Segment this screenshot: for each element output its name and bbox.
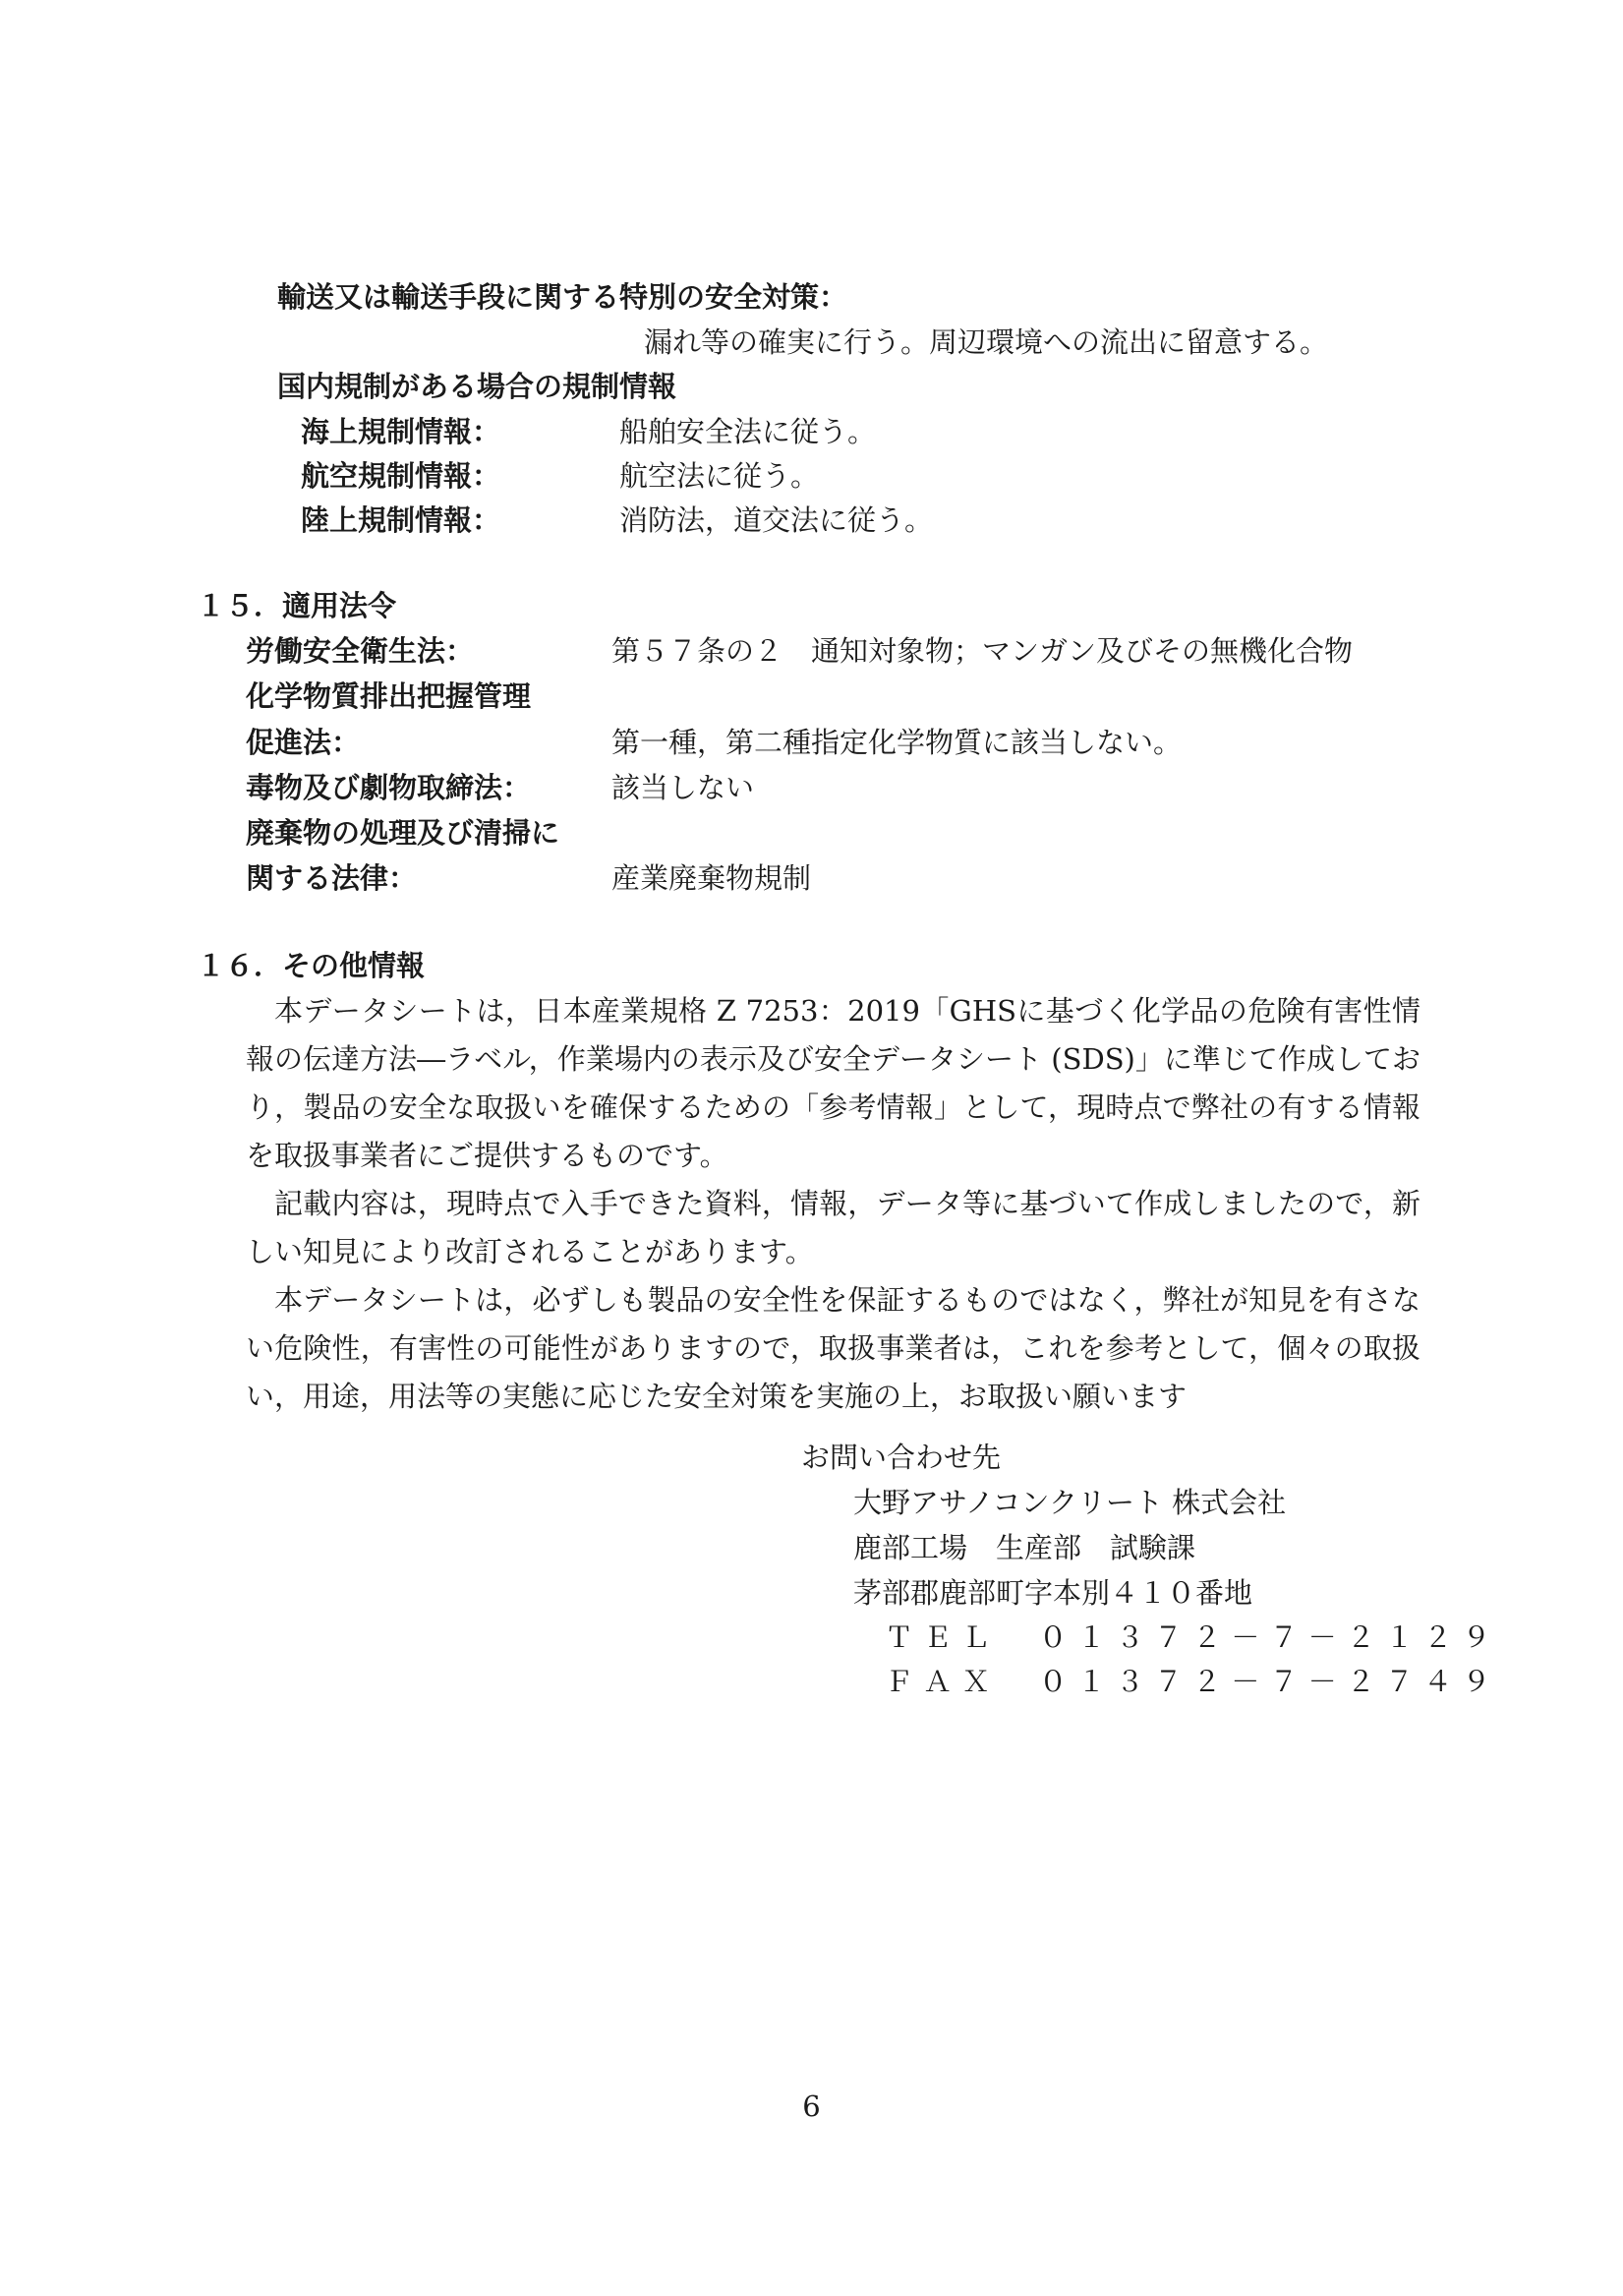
transport-heading: 輸送又は輸送手段に関する特別の安全対策：	[277, 280, 848, 314]
marine-regulation-label: 海上規制情報：	[301, 415, 501, 448]
law-value-occupational-safety: 第５７条の２ 通知対象物；マンガン及びその無機化合物	[611, 634, 1354, 668]
section16-heading: １６．その他情報	[197, 949, 426, 982]
section16-paragraph-2: 記載内容は，現時点で入手できた資料，情報，データ等に基づいて作成しましたので，新しい知見により改訂されることがあります。	[246, 1187, 1420, 1268]
law-label-poison: 毒物及び劇物取締法：	[246, 771, 532, 804]
air-regulation-label: 航空規制情報：	[301, 459, 501, 493]
page-number: 6	[802, 2090, 821, 2123]
land-regulation-value: 消防法，道交法に従う。	[619, 503, 934, 537]
land-regulation-label: 陸上規制情報：	[301, 503, 501, 537]
contact-heading: お問い合わせ先	[801, 1441, 1002, 1474]
contact-department: 鹿部工場 生産部 試験課	[853, 1531, 1196, 1564]
law-value-prtr: 第一種，第二種指定化学物質に該当しない。	[611, 726, 1183, 759]
section16-paragraph-1: 本データシートは，日本産業規格 Z 7253：2019「GHSに基づく化学品の危険有害性情報の伝達方法―ラベル，作業場内の表示及び安全データシート (SDS)」に準じて作成しており，製品の安全な取扱いを確保するための「参考情報」として，現時点で弊社の有する情報を取扱事業者にご提供するものです。	[246, 994, 1420, 1172]
section16-body	[246, 987, 1420, 1421]
law-label-occupational-safety: 労働安全衛生法：	[246, 634, 475, 668]
contact-address: 茅部郡鹿部町字本別４１０番地	[853, 1576, 1253, 1610]
law-label-prtr-2: 促進法：	[246, 726, 361, 759]
law-label-waste-1: 廃棄物の処理及び清掃に	[246, 816, 560, 850]
law-label-prtr-1: 化学物質排出把握管理	[246, 679, 532, 713]
law-value-waste: 産業廃棄物規制	[611, 861, 812, 895]
domestic-regulation-heading: 国内規制がある場合の規制情報	[277, 370, 677, 403]
marine-regulation-value: 船舶安全法に従う。	[619, 415, 877, 448]
section15-heading: １５．適用法令	[197, 589, 397, 622]
contact-fax: ＦＡＸ ０１３７２－７－２７４９	[885, 1665, 1501, 1698]
law-value-poison: 該当しない	[611, 771, 755, 804]
transport-text: 漏れ等の確実に行う。周辺環境への流出に留意する。	[644, 325, 1329, 359]
contact-company: 大野アサノコンクリート 株式会社	[853, 1486, 1287, 1519]
law-label-waste-2: 関する法律：	[246, 861, 418, 895]
section16-paragraph-3: 本データシートは，必ずしも製品の安全性を保証するものではなく，弊社が知見を有さない危険性，有害性の可能性がありますので，取扱事業者は，これを参考として，個々の取扱い，用途，用法等の実態に応じた安全対策を実施の上，お取扱い願います	[246, 1283, 1420, 1413]
contact-tel: ＴＥＬ ０１３７２－７－２１２９	[885, 1620, 1501, 1654]
air-regulation-value: 航空法に従う。	[619, 459, 820, 493]
